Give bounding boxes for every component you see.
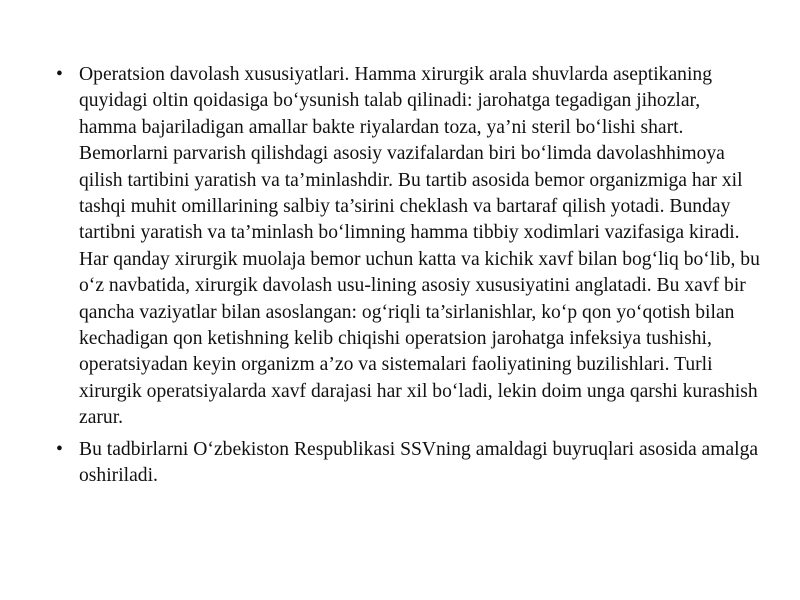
bullet-item-2 (50, 437, 762, 490)
bullet-text: Operatsion davolash xususiyatlari. Hamma xirurgik arala shuvlarda aseptikaning quyidagi oltin qoidasiga boʻysunish talab qilinadi: jarohatga tegadigan jihozlar, hamma bajariladigan amallar bakte riyalardan toza, ya’ni steril boʻlishi shart. Bemorlarni parvarish qilishdagi asosiy vazifalardan biri boʻlimda davolashhimoya qilish tartibini yaratish va ta’minlashdir. Bu tartib asosida bemor organizmiga har xil tashqi muhit omillarining salbiy ta’sirini cheklash va bartaraf qilish yotadi. Bunday tartibni yaratish va ta’minlash boʻlimning hamma tibbiy xodimlari vazifasiga kiradi. Har qanday xirurgik muolaja bemor uchun katta va kichik xavf bilan bogʻliq boʻlib, bu oʻz navbatida, xirurgik davolash usu-lining asosiy xususiyatini anglatadi. Bu xavf bir qancha vaziyatlar bilan asoslangan: ogʻriqli ta’sirlanishlar, koʻp qon yoʻqotish bilan kechadigan qon ketishning kelib chiqishi operatsion jarohatga infeksiya tushishi, operatsiyadan keyin organizm a’zo va sistemalari faoliyatining buzilishlari. Turli xirurgik operatsiyalarda xavf darajasi har xil boʻladi, lekin doim unga qarshi kurashish zarur. (79, 64, 760, 429)
bullet-marker: • (56, 64, 63, 85)
bullet-marker: • (56, 438, 63, 460)
bullet-list (50, 62, 762, 495)
bullet-text: Bu tadbirlarni Oʻzbekiston Respublikasi SSVning amaldagi buyruqlari asosida amalga oshiriladi. (79, 438, 759, 487)
bullet-item-1 (50, 62, 762, 432)
